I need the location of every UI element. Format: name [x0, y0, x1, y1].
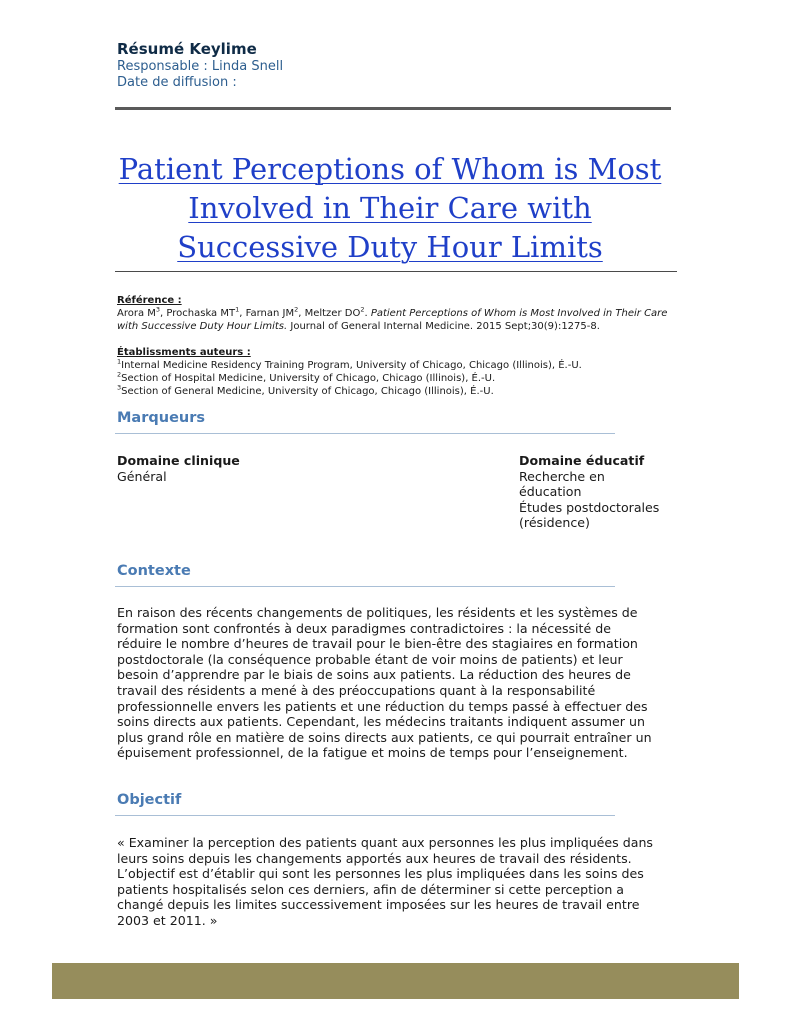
author: Arora M [117, 308, 156, 319]
institution-text: Internal Medicine Residency Training Program, University of Chicago, Chicago (Illinois), É.-U. [121, 360, 582, 371]
institution-sup: 2 [117, 370, 122, 379]
reference-citation: Arora $M^3$, Prochaska $MT^1$, Farnan $JM^2$, Meltzer $DO^2$. Patient Perceptions of Whom is Most Involved in Their Care with Successive Duty Hour Limits. Journal of General Internal Medicine. 2015 Sept;30(9):1275-8. [117, 305, 668, 332]
footer-bar [52, 963, 739, 999]
institutions-label: Établissments auteurs : [117, 347, 251, 358]
header-date: Date de diffusion : [117, 75, 237, 90]
paragraph-line: travail des résidents a mené à des préoccupations quant à la responsabilité [117, 682, 596, 698]
institution-item [117, 385, 677, 398]
document-header [117, 40, 283, 91]
institution-text: Section of General Medicine, University of Chicago, Chicago (Illinois), É.-U. [121, 386, 494, 397]
reference-block [117, 294, 677, 333]
paragraph-line: « Examiner la perception des patients quant aux personnes les plus impliquées dans [117, 835, 653, 850]
title-line[interactable]: Involved in Their Care with [188, 191, 592, 225]
title-divider [115, 271, 677, 272]
paragraph-line: réduire le nombre d’heures de travail pour le bien-être des stagiaires en formation [117, 636, 638, 652]
reference-label: Référence : [117, 295, 182, 306]
reference-article-title: Patient Perceptions of Whom is Most Involved in Their Care with Successive Duty Hour Limits. [117, 308, 668, 332]
paragraph-line: plus grand rôle en matière de soins directs aux patients, ce qui pourrait entraîner un [117, 729, 652, 745]
section-heading-objectif: Objectif [117, 792, 182, 808]
paragraph-line: postdoctorale (la conséquence probable étant de voir moins de patients) et leur [117, 651, 623, 667]
clinical-domain-label: Domaine clinique [117, 453, 240, 468]
author-sup: 1 [235, 305, 240, 314]
contexte-paragraph [117, 605, 673, 761]
author: Prochaska MT [166, 308, 236, 319]
institution-item [117, 372, 677, 385]
educational-domain [519, 453, 679, 531]
section-divider [115, 815, 615, 816]
paragraph-line: 2003 et 2011. » [117, 912, 218, 928]
author-sup: 2 [294, 305, 299, 314]
author-sup: 2 [360, 305, 365, 314]
paragraph-line: soins directs aux patients. Cependant, les médecins traitants indiquent assumer un [117, 714, 645, 730]
header-divider [115, 107, 671, 110]
author-sup: 3 [155, 305, 161, 314]
institution-sup: 1 [117, 357, 122, 366]
paragraph-line: épuisement professionnel, de la fatigue et moins de temps pour l’enseignement. [117, 745, 628, 761]
title-line[interactable]: Successive Duty Hour Limits [177, 230, 603, 264]
author: Meltzer DO [304, 308, 361, 319]
paragraph-line: leurs soins depuis les changements apportés aux heures de travail des résidents. [117, 850, 632, 866]
section-heading-contexte: Contexte [117, 563, 191, 579]
paragraph-line: formation sont confrontés à deux paradigmes contradictoires : la nécessité de [117, 620, 611, 636]
section-heading-marqueurs: Marqueurs [117, 410, 206, 426]
educational-domain-label: Domaine éducatif [519, 453, 645, 468]
paragraph-line: professionnelle envers les patients et une réduction du temps passé à effectuer des [117, 698, 648, 714]
educational-domain-value: éducation [519, 484, 582, 500]
reference-journal: Journal of General Internal Medicine. 2015 Sept;30(9):1275-8. [290, 321, 600, 332]
paragraph-line: L’objectif est d’établir qui sont les personnes les plus impliquées dans les soins des [117, 866, 644, 882]
objectif-paragraph [117, 835, 673, 929]
section-divider [115, 433, 615, 434]
header-responsable: Responsable : Linda Snell [117, 59, 284, 74]
article-title-link[interactable] [90, 150, 690, 267]
paragraph-line: En raison des récents changements de politiques, les résidents et les systèmes de [117, 605, 638, 620]
educational-domain-value: Études postdoctorales [519, 499, 660, 515]
educational-domain-value: (résidence) [519, 515, 590, 531]
paragraph-line: patients hospitalisés selon ces derniers, afin de déterminer si cette perception a [117, 881, 625, 897]
clinical-domain [117, 453, 317, 484]
header-title: Résumé Keylime [117, 40, 257, 58]
institution-item [117, 359, 677, 372]
institution-text: Section of Hospital Medicine, University of Chicago, Chicago (Illinois), É.-U. [121, 373, 496, 384]
paragraph-line: besoin d’apprendre par le biais de soins aux patients. La réduction des heures de [117, 667, 631, 683]
institution-sup: 3 [117, 383, 122, 392]
title-line[interactable]: Patient Perceptions of Whom is Most [118, 152, 662, 186]
clinical-domain-value: Général [117, 468, 167, 484]
institutions-block [117, 346, 677, 398]
author: Farnan JM [245, 308, 295, 319]
educational-domain-value: Recherche en [519, 468, 605, 484]
paragraph-line: changé depuis les limites successivement imposées sur les heures de travail entre [117, 897, 640, 913]
section-divider [115, 586, 615, 587]
